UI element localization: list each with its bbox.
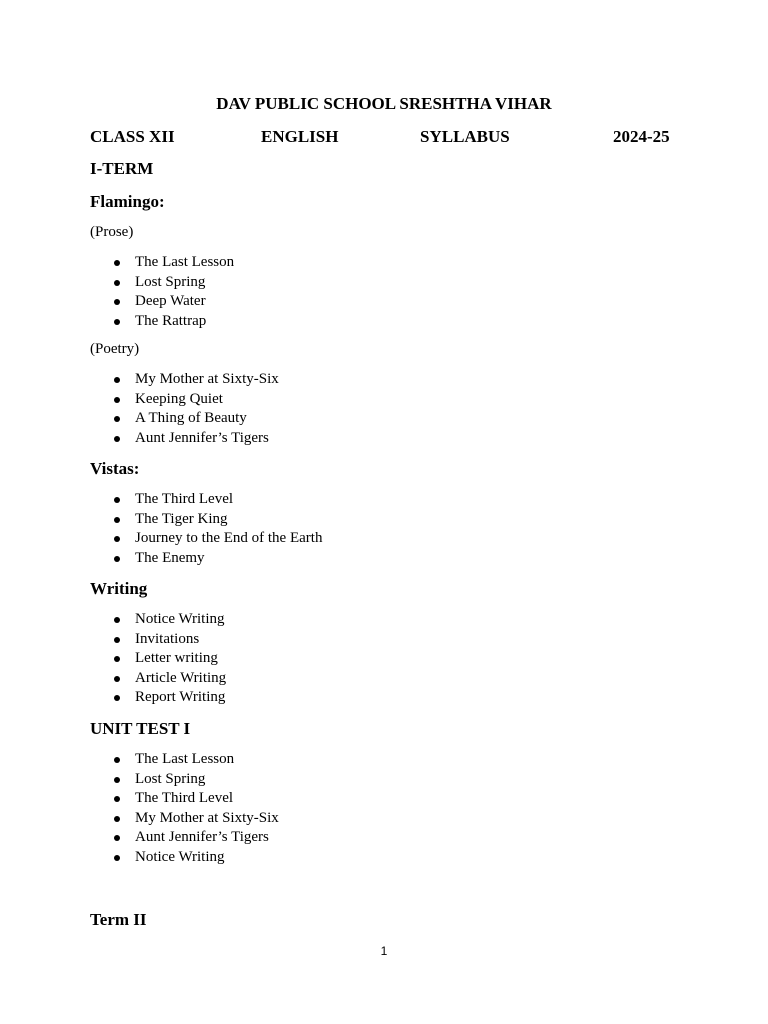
list-item: My Mother at Sixty-Six	[90, 809, 279, 829]
class-label: CLASS XII	[90, 127, 175, 146]
poetry-list	[90, 370, 279, 448]
page-number: 1	[380, 944, 388, 958]
list-item: A Thing of Beauty	[90, 409, 279, 429]
doc-type-label: SYLLABUS	[420, 127, 510, 146]
session-label: 2024-25	[613, 127, 670, 146]
prose-label: (Prose)	[90, 224, 134, 240]
term2-heading: Term II	[90, 910, 147, 929]
writing-heading: Writing	[90, 579, 148, 598]
vistas-list	[90, 490, 322, 568]
subject-label: ENGLISH	[261, 127, 339, 146]
list-item: The Third Level	[90, 490, 322, 510]
poetry-label: (Poetry)	[90, 341, 140, 357]
list-item: Letter writing	[90, 649, 226, 669]
list-item: Invitations	[90, 630, 226, 650]
unit-test-heading: UNIT TEST I	[90, 719, 191, 738]
vistas-heading: Vistas:	[90, 459, 140, 478]
list-item: Notice Writing	[90, 848, 279, 868]
list-item: Keeping Quiet	[90, 390, 279, 410]
list-item: Journey to the End of the Earth	[90, 529, 322, 549]
list-item: Aunt Jennifer’s Tigers	[90, 828, 279, 848]
list-item: The Tiger King	[90, 510, 322, 530]
class-info-row	[0, 127, 768, 149]
list-item: Article Writing	[90, 669, 226, 689]
prose-list	[90, 253, 234, 331]
list-item: The Last Lesson	[90, 750, 279, 770]
list-item: The Last Lesson	[90, 253, 234, 273]
flamingo-heading: Flamingo:	[90, 192, 165, 211]
list-item: The Rattrap	[90, 312, 234, 332]
list-item: Lost Spring	[90, 273, 234, 293]
list-item: Deep Water	[90, 292, 234, 312]
unit-test-list	[90, 750, 279, 867]
list-item: Report Writing	[90, 688, 226, 708]
writing-list	[90, 610, 226, 708]
list-item: Notice Writing	[90, 610, 226, 630]
list-item: The Enemy	[90, 549, 322, 569]
list-item: Aunt Jennifer’s Tigers	[90, 429, 279, 449]
list-item: Lost Spring	[90, 770, 279, 790]
term1-heading: I-TERM	[90, 159, 154, 178]
list-item: The Third Level	[90, 789, 279, 809]
list-item: My Mother at Sixty-Six	[90, 370, 279, 390]
school-title: DAV PUBLIC SCHOOL SRESHTHA VIHAR	[216, 94, 552, 113]
